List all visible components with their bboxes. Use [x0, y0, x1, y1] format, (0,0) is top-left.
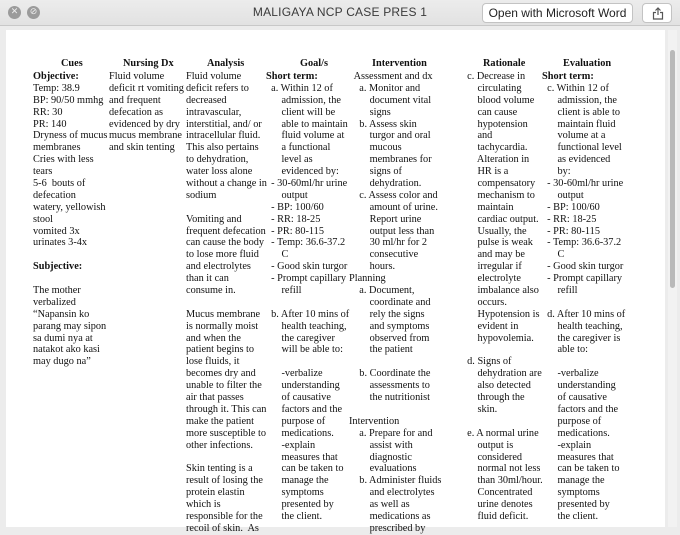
cell-line: lose fluids, it	[186, 356, 240, 368]
cell-line: medications.	[542, 427, 610, 439]
cell-line: water loss alone	[186, 166, 253, 178]
cell-line: symptoms	[266, 487, 324, 499]
header-goals: Goal/s	[300, 58, 329, 69]
cell-line: This also pertains	[186, 142, 259, 154]
cell-line: admission, the	[542, 94, 617, 106]
column-analysis	[186, 58, 268, 534]
cell-line: a. Prepare for and	[349, 427, 433, 439]
cell-line: Assessment and dx	[349, 71, 433, 82]
cell-line: and skin tenting	[109, 142, 175, 154]
cell-line: - BP: 100/60	[542, 201, 600, 213]
cell-line: Concentrated	[462, 487, 533, 499]
column-body	[542, 71, 625, 523]
cell-line: and electrolytes	[349, 487, 435, 499]
header-intervention: Intervention	[372, 58, 427, 69]
cell-line: Temp: 38.9	[33, 82, 80, 94]
open-with-word-button[interactable]: Open with Microsoft Word	[482, 3, 633, 23]
cell-line: defecation as	[109, 106, 164, 118]
cell-line: manage the	[266, 475, 329, 487]
cell-line: unable to filter the	[186, 380, 262, 392]
cell-line: -verbalize	[542, 368, 599, 380]
cell-line: Skin tenting is a	[186, 463, 253, 475]
cell-line: patient begins to	[186, 344, 255, 356]
cell-line: factors and the	[542, 403, 619, 415]
cell-line	[349, 404, 441, 416]
cell-line: amount of urine.	[349, 201, 438, 213]
cell-line: client is able to	[542, 106, 621, 118]
cell-line: also detected	[462, 380, 531, 392]
cell-line: will be able to:	[266, 344, 343, 356]
cell-line: the caregiver is	[542, 332, 621, 344]
cell-line: can cause the body	[186, 237, 265, 249]
cell-line: to lose more fluid	[186, 249, 259, 261]
cell-line: level as	[266, 154, 313, 166]
cell-line: cardiac output.	[462, 213, 539, 225]
cell-line: evidenced by dry	[109, 118, 180, 130]
cell-line: result of losing the	[186, 475, 263, 487]
cell-line: protein elastin	[186, 487, 245, 499]
title-bar	[0, 0, 680, 26]
cell-line: BP: 90/50 mmhg	[33, 94, 104, 106]
cell-line: diagnostic	[349, 451, 412, 463]
scroll-thumb[interactable]	[670, 50, 675, 288]
cell-line	[542, 297, 625, 309]
cell-line: 30 ml/hr for 2	[349, 237, 428, 249]
cell-line: - 30-60ml/hr urine	[542, 178, 624, 190]
cell-line: b. Assess skin	[349, 118, 417, 130]
cell-line: Short term:	[542, 71, 594, 82]
cell-line: as well as	[349, 499, 410, 511]
cell-line: document vital	[349, 94, 432, 106]
cell-line: mucus membrane	[109, 130, 182, 142]
cell-line: c. Assess color and	[349, 189, 438, 201]
cell-line: -explain	[542, 439, 592, 451]
cell-line: - PR: 80-115	[542, 225, 600, 237]
cell-line: electrolyte	[462, 273, 521, 285]
cell-line: urinates 3-4x	[33, 237, 88, 249]
cell-line: Alteration in	[462, 154, 530, 166]
cell-line: Intervention	[349, 415, 400, 427]
cell-line: purpose of	[542, 415, 602, 427]
cell-line: through it. This can	[186, 403, 267, 415]
cell-line: Objective:	[33, 71, 79, 82]
cell-line: and electrolytes	[186, 261, 251, 273]
cell-line: 5-6 bouts of	[33, 178, 86, 190]
cell-line: functional level	[542, 142, 622, 154]
cell-line: The mother	[33, 285, 81, 297]
cell-line: Report urine	[349, 213, 422, 225]
cell-line: a functional	[266, 142, 331, 154]
column-body	[109, 71, 184, 154]
cell-line: compensatory	[462, 178, 536, 190]
cell-line: maintain fluid	[542, 118, 616, 130]
cell-line: fluid volume at	[266, 130, 345, 142]
cell-line: normal not less	[462, 463, 541, 475]
column-nursing-dx	[109, 58, 189, 154]
cell-line: Usually, the	[462, 225, 527, 237]
cell-line: medications as	[349, 510, 431, 522]
cell-line: b. Coordinate the	[349, 368, 431, 380]
cell-line: becomes dry and	[186, 368, 256, 380]
close-icon[interactable]: ✕	[8, 6, 21, 19]
cell-line: output	[542, 189, 584, 201]
cell-line: skin.	[462, 403, 498, 415]
cell-line: - BP: 100/60	[266, 201, 324, 213]
header-cues: Cues	[61, 58, 83, 69]
cell-line: occurs.	[462, 296, 507, 308]
cell-line: health teaching,	[542, 320, 623, 332]
cell-line: factors and the	[266, 403, 343, 415]
cell-line: the client.	[266, 510, 323, 522]
cell-line: signs	[349, 106, 391, 118]
column-rationale	[462, 58, 546, 522]
cell-line: sodium	[186, 189, 217, 201]
cell-line: refill	[542, 285, 578, 297]
cell-line	[462, 344, 543, 356]
cell-line: observed from	[349, 332, 430, 344]
column-intervention	[349, 58, 461, 534]
cell-line: deficit refers to	[186, 82, 249, 94]
cell-line: - Prompt capillary	[542, 273, 623, 285]
cell-line: Fluid volume	[109, 71, 165, 82]
cell-line: which is	[186, 499, 221, 511]
cell-line: turgor and oral	[349, 130, 431, 142]
column-body	[33, 71, 107, 368]
column-body	[462, 71, 543, 523]
cell-line: a. Monitor and	[349, 82, 421, 94]
cell-line: purpose of	[266, 415, 326, 427]
cell-line: urine denotes	[462, 499, 533, 511]
cell-line: circulating	[462, 82, 522, 94]
cell-line: can cause	[462, 106, 518, 118]
cell-line: hours.	[349, 261, 396, 273]
cell-line: assist with	[349, 439, 413, 451]
cell-line: defecation	[33, 189, 76, 201]
cell-line: symptoms	[542, 487, 600, 499]
cell-line: d. After 10 mins of	[542, 308, 626, 320]
cell-line: evaluations	[349, 463, 417, 475]
column-body	[186, 71, 267, 535]
cell-line: Subjective:	[33, 261, 83, 273]
cell-line: vomited 3x	[33, 225, 80, 237]
cell-line: and may be	[462, 249, 525, 261]
cell-line: coordinate and	[349, 296, 431, 308]
column-body	[266, 71, 349, 523]
share-button[interactable]	[642, 3, 672, 23]
cell-line: d. Signs of	[462, 356, 512, 368]
cell-line: the caregiver	[266, 332, 335, 344]
cell-line: output less than	[349, 225, 435, 237]
cell-line: can be taken to	[542, 463, 620, 475]
column-cues	[33, 58, 111, 368]
cell-line	[186, 297, 267, 309]
cell-line: to dehydration,	[186, 154, 249, 166]
cell-line: frequent defecation	[186, 225, 266, 237]
cell-line: Vomiting and	[186, 213, 242, 225]
cell-line: - PR: 80-115	[266, 225, 324, 237]
column-evaluation	[542, 58, 642, 522]
cell-line: membranes	[33, 142, 81, 154]
cell-line: Hypotension is	[462, 308, 540, 320]
cell-line: verbalized	[33, 296, 76, 308]
cell-line: tears	[33, 166, 53, 178]
cell-line	[266, 356, 349, 368]
cell-line: - Good skin turgor	[542, 261, 624, 273]
cell-line: health teaching,	[266, 320, 347, 332]
column-body	[349, 71, 441, 535]
cell-line: deficit rt vomiting	[109, 82, 184, 94]
cell-line: than it can	[186, 273, 229, 285]
cell-line: volume at a	[542, 130, 606, 142]
cell-line: hypotension	[462, 118, 528, 130]
cell-line: may dugo na”	[33, 356, 91, 368]
cell-line: the patient	[349, 344, 413, 356]
cell-line: and	[462, 130, 493, 142]
cell-line: consecutive	[349, 249, 419, 261]
cell-line: consume in.	[186, 285, 236, 297]
cell-line: blood volume	[462, 94, 535, 106]
cell-line: -verbalize	[266, 368, 323, 380]
cell-line: rely the signs	[349, 308, 425, 320]
cell-line: other infections.	[186, 439, 253, 451]
cell-line: fluid deficit.	[462, 510, 529, 522]
cell-line: - 30-60ml/hr urine	[266, 178, 348, 190]
cell-line: as evidenced	[542, 154, 611, 166]
cell-line: refill	[266, 285, 302, 297]
cell-line: - Good skin turgor	[266, 261, 348, 273]
cell-line: client will be	[266, 106, 336, 118]
cell-line: a. Document,	[349, 285, 415, 297]
cell-line	[33, 249, 107, 261]
cell-line: - Temp: 36.6-37.2	[542, 237, 622, 249]
cell-line: - RR: 18-25	[542, 213, 597, 225]
cell-line: able to:	[542, 344, 589, 356]
cell-line: dehydration.	[349, 178, 422, 190]
cell-line: -explain	[266, 439, 316, 451]
cell-line: and when the	[186, 332, 241, 344]
cell-line	[33, 273, 107, 285]
cell-line: imbalance also	[462, 285, 539, 297]
cell-line: make the patient	[186, 415, 255, 427]
cell-line: - Prompt capillary	[266, 273, 347, 285]
cell-line: sa dumi nya at	[33, 332, 93, 344]
cell-line: RR: 30	[33, 106, 63, 118]
cell-line: maintain	[462, 201, 514, 213]
window-title: MALIGAYA NCP CASE PRES 1	[252, 5, 428, 19]
cell-line: can be taken to	[266, 463, 344, 475]
cell-line	[186, 202, 267, 214]
minimize-icon[interactable]: ⊘	[27, 6, 40, 19]
cell-line: presented by	[266, 499, 334, 511]
cell-line: measures that	[266, 451, 338, 463]
cell-line: output	[266, 189, 308, 201]
cell-line: dehydration are	[462, 368, 542, 380]
cell-line: c. Decrease in	[462, 71, 526, 82]
cell-line: PR: 140	[33, 118, 67, 130]
cell-line: medications.	[266, 427, 334, 439]
cell-line: is normally moist	[186, 320, 259, 332]
cell-line: - Temp: 36.6-37.2	[266, 237, 346, 249]
cell-line: c. Within 12 of	[542, 82, 609, 94]
header-analysis: Analysis	[207, 58, 245, 69]
document-page	[6, 30, 665, 534]
header-nursing-dx: Nursing Dx	[123, 58, 174, 69]
cell-line: mechanism to	[462, 189, 535, 201]
cell-line: of causative	[542, 392, 607, 404]
cell-line: “Napansin ko	[33, 308, 90, 320]
share-icon	[652, 7, 664, 20]
cell-line: and frequent	[109, 94, 161, 106]
cell-line: stool	[33, 213, 54, 225]
cell-line: decreased	[186, 94, 227, 106]
cell-line: air that passes	[186, 392, 244, 404]
cell-line: admission, the	[266, 94, 341, 106]
cell-line	[462, 416, 543, 428]
cell-line: through the	[462, 392, 525, 404]
cell-line	[349, 356, 441, 368]
cell-line: Dryness of mucus	[33, 130, 108, 142]
cell-line: by:	[542, 166, 571, 178]
cell-line: output is	[462, 439, 514, 451]
cell-line: Mucus membrane	[186, 308, 261, 320]
cell-line	[542, 356, 625, 368]
cell-line: watery, yellowish	[33, 201, 106, 213]
cell-line: understanding	[542, 380, 616, 392]
cell-line: intravascular,	[186, 106, 242, 118]
cell-line: the client.	[542, 510, 599, 522]
cell-line: Short term:	[266, 71, 318, 82]
cell-line: evident in	[462, 320, 519, 332]
cell-line: than 30ml/hour.	[462, 475, 543, 487]
cell-line	[186, 452, 267, 464]
cell-line: b. Administer fluids	[349, 475, 442, 487]
cell-line: parang may sipon	[33, 320, 107, 332]
cell-line: assessments to	[349, 380, 430, 392]
cell-line: recoil of skin. As	[186, 522, 259, 534]
cell-line: natakot ako kasi	[33, 344, 100, 356]
column-goals	[266, 58, 352, 522]
cell-line: irregular if	[462, 261, 522, 273]
cell-line: evidenced by:	[266, 166, 339, 178]
cell-line: manage the	[542, 475, 605, 487]
cell-line: membranes for	[349, 154, 432, 166]
cell-line: the nutritionist	[349, 392, 430, 404]
cell-line: presented by	[542, 499, 610, 511]
cell-line: signs of	[349, 166, 402, 178]
cell-line: without a change in	[186, 178, 267, 190]
cell-line: HR is a	[462, 166, 509, 178]
cell-line: able to maintain	[266, 118, 348, 130]
cell-line: e. A normal urine	[462, 427, 539, 439]
cell-line: hypovolemia.	[462, 332, 534, 344]
cell-line: understanding	[266, 380, 340, 392]
cell-line: responsible for the	[186, 510, 263, 522]
vertical-scrollbar[interactable]	[668, 30, 677, 527]
cell-line: a. Within 12 of	[266, 82, 333, 94]
cell-line: and symptoms	[349, 320, 430, 332]
cell-line: b. After 10 mins of	[266, 308, 350, 320]
cell-line: Fluid volume	[186, 71, 242, 82]
cell-line: Planning	[349, 273, 386, 285]
cell-line: pulse is weak	[462, 237, 533, 249]
header-rationale: Rationale	[483, 58, 526, 69]
cell-line: - RR: 18-25	[266, 213, 321, 225]
cell-line: C	[542, 249, 565, 261]
cell-line: of causative	[266, 392, 331, 404]
cell-line: tachycardia.	[462, 142, 528, 154]
cell-line: more susceptible to	[186, 427, 267, 439]
cell-line: Cries with less	[33, 154, 94, 166]
cell-line: mucous	[349, 142, 402, 154]
cell-line	[266, 297, 349, 309]
cell-line: prescribed by	[349, 522, 426, 534]
cell-line: interstitial, and/ or	[186, 118, 262, 130]
header-evaluation: Evaluation	[563, 58, 612, 69]
cell-line: considered	[462, 451, 523, 463]
cell-line: C	[266, 249, 289, 261]
cell-line: intracellular fluid.	[186, 130, 261, 142]
cell-line: measures that	[542, 451, 614, 463]
